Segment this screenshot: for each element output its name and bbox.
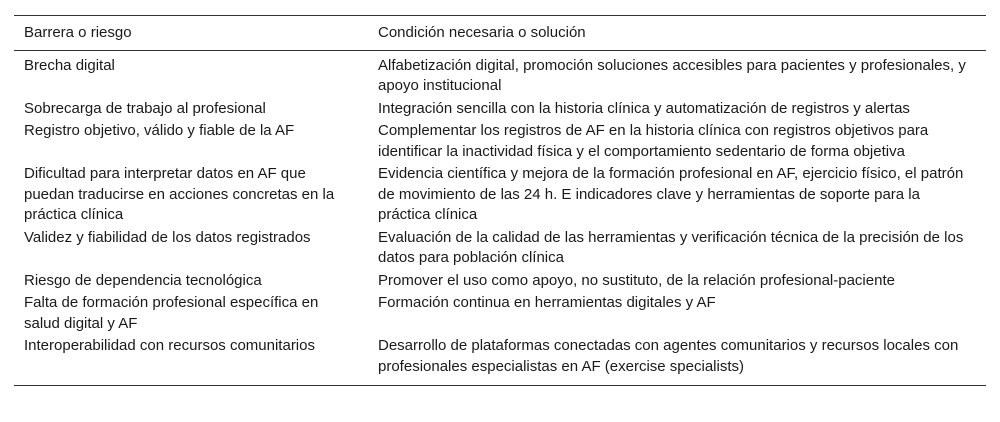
table-header bbox=[14, 16, 986, 51]
barrier-cell: Interoperabilidad con recursos comunitarios bbox=[24, 337, 315, 354]
solution-cell: Evidencia científica y mejora de la formación profesional en AF, ejercicio físico, el patrón de movimiento de las 24 h. E indicadores clave y herramientas de soporte para la práctica clínica bbox=[378, 165, 964, 223]
barrier-cell: Registro objetivo, válido y fiable de la AF bbox=[24, 122, 295, 139]
solution-cell: Evaluación de la calidad de las herramientas y verificación técnica de la precisión de los datos para población clínica bbox=[378, 228, 964, 266]
header-barrier: Barrera o riesgo bbox=[24, 24, 132, 41]
barrier-cell: Sobrecarga de trabajo al profesional bbox=[24, 99, 266, 117]
table-row bbox=[14, 227, 986, 270]
table-row bbox=[14, 50, 986, 98]
solution-cell: Alfabetización digital, promoción soluciones accesibles para pacientes y profesionales, y apoyo institucional bbox=[378, 56, 966, 94]
barriers-solutions-table bbox=[14, 15, 986, 386]
table-row bbox=[14, 335, 986, 386]
solution-cell: Desarrollo de plataformas conectadas con agentes comunitarios y recursos locales con profesionales especialistas en AF (exercise specialists) bbox=[378, 337, 959, 375]
table-body bbox=[14, 50, 986, 386]
table-row bbox=[14, 292, 986, 335]
solution-cell: Promover el uso como apoyo, no sustituto, de la relación profesional-paciente bbox=[378, 271, 895, 289]
solution-cell: Formación continua en herramientas digitales y AF bbox=[378, 294, 716, 311]
header-solution: Condición necesaria o solución bbox=[378, 24, 586, 41]
barrier-cell: Dificultad para interpretar datos en AF que puedan traducirse en acciones concretas en la práctica clínica bbox=[24, 165, 335, 223]
barrier-cell: Riesgo de dependencia tecnológica bbox=[24, 271, 262, 289]
table-row bbox=[14, 120, 986, 163]
barrier-cell: Falta de formación profesional específica en salud digital y AF bbox=[24, 294, 319, 332]
barrier-cell: Validez y fiabilidad de los datos registrados bbox=[24, 228, 311, 246]
table-row bbox=[14, 98, 986, 121]
solution-cell: Complementar los registros de AF en la historia clínica con registros objetivos para identificar la inactividad física y el comportamiento sedentario de forma objetiva bbox=[378, 122, 929, 160]
header-row bbox=[14, 16, 986, 51]
barriers-table-container bbox=[14, 15, 986, 386]
table-row bbox=[14, 163, 986, 227]
solution-cell: Integración sencilla con la historia clínica y automatización de registros y alertas bbox=[378, 99, 910, 117]
table-row bbox=[14, 270, 986, 293]
barrier-cell: Brecha digital bbox=[24, 56, 115, 74]
